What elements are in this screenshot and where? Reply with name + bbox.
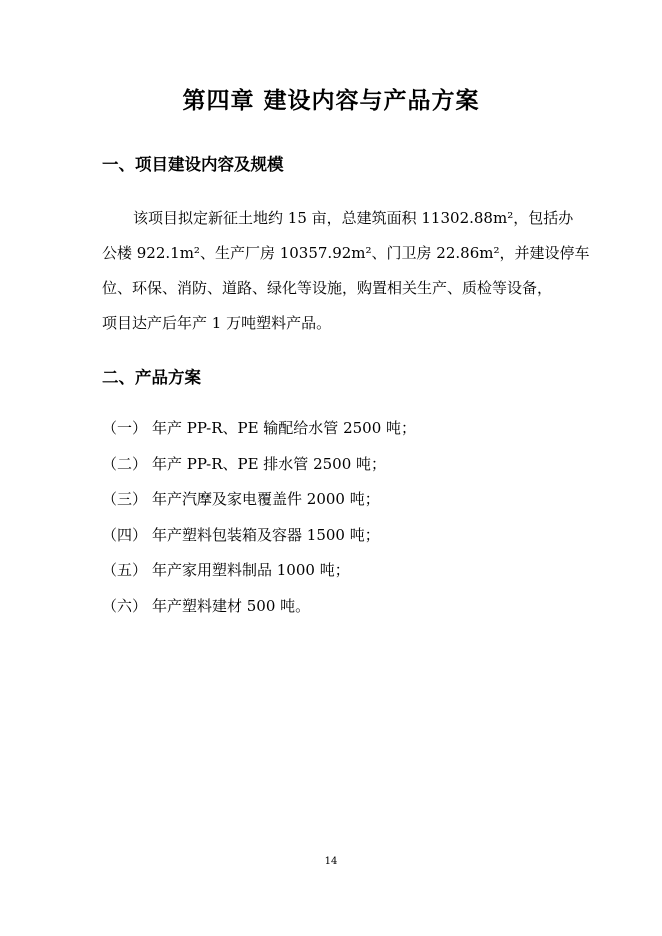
list-item-text: 年产塑料包装箱及容器 1500 吨； [152, 525, 380, 544]
list-item-number: （二） [102, 454, 148, 473]
list-item-text: 年产塑料建材 500 吨。 [152, 596, 311, 615]
chapter-title: 第四章 建设内容与产品方案 [182, 87, 480, 114]
list-item-text: 年产 PP-R、PE 输配给水管 2500 吨； [152, 419, 417, 437]
paragraph-line: 位、环保、消防、道路、绿化等设施，购置相关生产、质检等设备， [102, 279, 553, 297]
list-item [102, 595, 416, 631]
list-item-number: （三） [102, 490, 148, 508]
list-item-number: （六） [102, 596, 148, 615]
list-item [102, 524, 416, 560]
list-item-text: 年产家用塑料制品 1000 吨； [152, 561, 350, 579]
paragraph-line: 项目达产后年产 1 万吨塑料产品。 [102, 314, 332, 332]
list-item-number: （五） [102, 561, 148, 579]
list-item [102, 453, 416, 489]
list-item-number: （一） [102, 419, 148, 437]
section-heading-construction: 一、项目建设内容及规模 [102, 155, 284, 174]
list-item [102, 488, 416, 524]
list-item [102, 559, 416, 595]
paragraph-line: 该项目拟定新征土地约 15 亩，总建筑面积 11302.88m²，包括办 [133, 209, 574, 227]
list-item-text: 年产 PP-R、PE 排水管 2500 吨； [152, 454, 387, 473]
paragraph-line: 公楼 922.1m²、生产厂房 10357.92m²、门卫房 22.86m²，并建设停车 [102, 244, 590, 262]
section-heading-products: 二、产品方案 [102, 368, 201, 387]
product-list [102, 417, 416, 630]
list-item [102, 417, 416, 453]
page-number: 14 [324, 856, 338, 867]
list-item-number: （四） [102, 525, 148, 544]
list-item-text: 年产汽摩及家电覆盖件 2000 吨； [152, 490, 380, 508]
